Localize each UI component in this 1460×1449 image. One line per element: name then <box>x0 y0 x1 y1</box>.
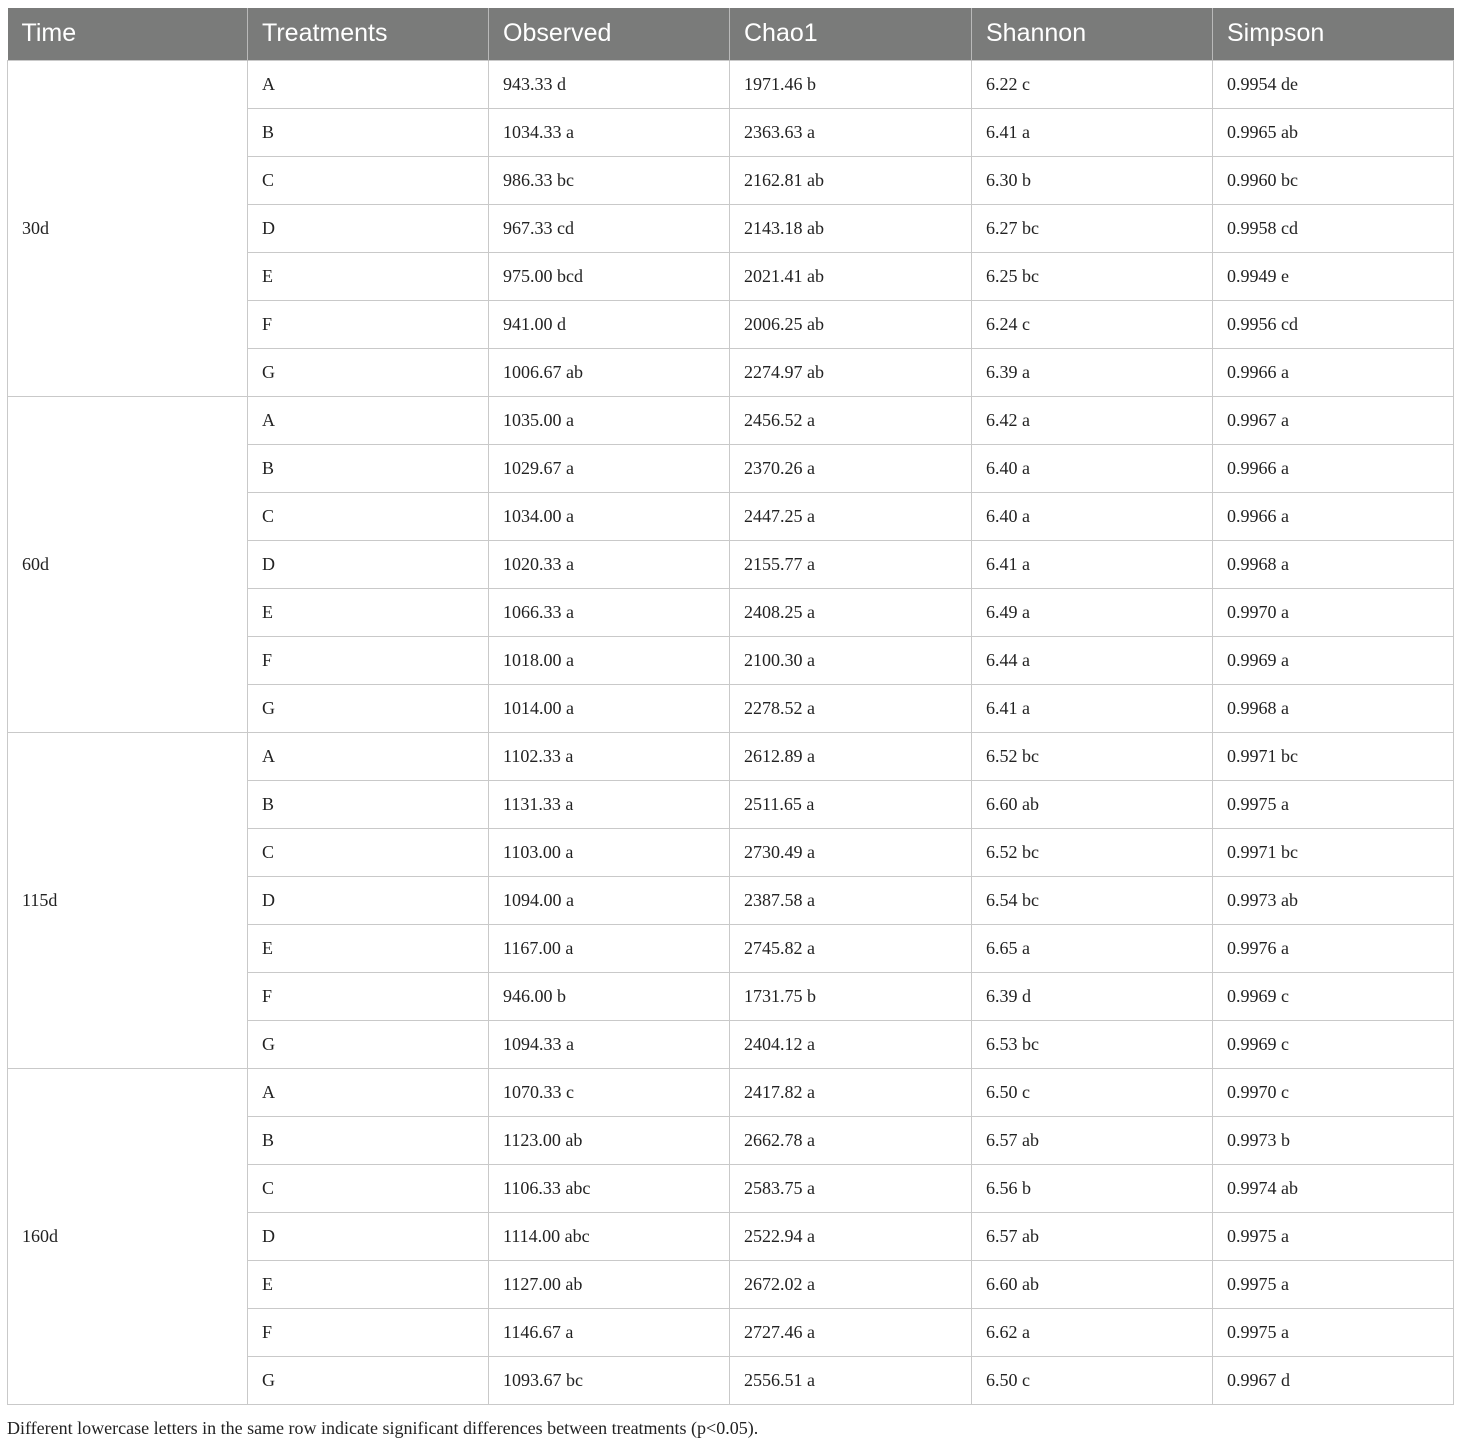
header-chao1: Chao1 <box>730 8 972 60</box>
chao1-cell: 2447.25 a <box>730 492 972 540</box>
shannon-cell: 6.53 bc <box>972 1020 1213 1068</box>
observed-cell: 941.00 d <box>489 300 730 348</box>
shannon-cell: 6.57 ab <box>972 1116 1213 1164</box>
treatment-cell: E <box>248 924 489 972</box>
chao1-cell: 2370.26 a <box>730 444 972 492</box>
diversity-table <box>7 8 1454 1405</box>
treatment-cell: A <box>248 396 489 444</box>
simpson-cell: 0.9976 a <box>1213 924 1454 972</box>
simpson-cell: 0.9966 a <box>1213 492 1454 540</box>
observed-cell: 1029.67 a <box>489 444 730 492</box>
diversity-table-container <box>7 8 1453 1405</box>
treatment-cell: D <box>248 876 489 924</box>
chao1-cell: 2404.12 a <box>730 1020 972 1068</box>
shannon-cell: 6.24 c <box>972 300 1213 348</box>
shannon-cell: 6.41 a <box>972 684 1213 732</box>
observed-cell: 1146.67 a <box>489 1308 730 1356</box>
simpson-cell: 0.9971 bc <box>1213 732 1454 780</box>
observed-cell: 943.33 d <box>489 60 730 108</box>
chao1-cell: 2612.89 a <box>730 732 972 780</box>
table-footnote: Different lowercase letters in the same row indicate significant differences between treatments (p<0.05). <box>7 1418 759 1438</box>
simpson-cell: 0.9967 d <box>1213 1356 1454 1404</box>
treatment-cell: D <box>248 1212 489 1260</box>
chao1-cell: 2155.77 a <box>730 540 972 588</box>
treatment-cell: D <box>248 204 489 252</box>
shannon-cell: 6.50 c <box>972 1356 1213 1404</box>
treatment-cell: B <box>248 444 489 492</box>
simpson-cell: 0.9971 bc <box>1213 828 1454 876</box>
observed-cell: 1034.00 a <box>489 492 730 540</box>
treatment-cell: C <box>248 156 489 204</box>
header-shannon: Shannon <box>972 8 1213 60</box>
treatment-cell: G <box>248 1020 489 1068</box>
treatment-cell: B <box>248 780 489 828</box>
chao1-cell: 2387.58 a <box>730 876 972 924</box>
chao1-cell: 1731.75 b <box>730 972 972 1020</box>
observed-cell: 967.33 cd <box>489 204 730 252</box>
chao1-cell: 2456.52 a <box>730 396 972 444</box>
observed-cell: 1034.33 a <box>489 108 730 156</box>
simpson-cell: 0.9966 a <box>1213 444 1454 492</box>
simpson-cell: 0.9958 cd <box>1213 204 1454 252</box>
table-row <box>8 1068 1454 1116</box>
shannon-cell: 6.52 bc <box>972 828 1213 876</box>
shannon-cell: 6.25 bc <box>972 252 1213 300</box>
shannon-cell: 6.65 a <box>972 924 1213 972</box>
chao1-cell: 2522.94 a <box>730 1212 972 1260</box>
observed-cell: 1020.33 a <box>489 540 730 588</box>
time-cell: 160d <box>8 1068 248 1404</box>
simpson-cell: 0.9968 a <box>1213 540 1454 588</box>
observed-cell: 1167.00 a <box>489 924 730 972</box>
shannon-cell: 6.44 a <box>972 636 1213 684</box>
chao1-cell: 2143.18 ab <box>730 204 972 252</box>
observed-cell: 1094.33 a <box>489 1020 730 1068</box>
shannon-cell: 6.40 a <box>972 444 1213 492</box>
treatment-cell: C <box>248 492 489 540</box>
observed-cell: 1018.00 a <box>489 636 730 684</box>
shannon-cell: 6.54 bc <box>972 876 1213 924</box>
observed-cell: 1070.33 c <box>489 1068 730 1116</box>
observed-cell: 1123.00 ab <box>489 1116 730 1164</box>
chao1-cell: 2727.46 a <box>730 1308 972 1356</box>
chao1-cell: 2278.52 a <box>730 684 972 732</box>
table-row <box>8 60 1454 108</box>
treatment-cell: F <box>248 636 489 684</box>
observed-cell: 1102.33 a <box>489 732 730 780</box>
chao1-cell: 2417.82 a <box>730 1068 972 1116</box>
treatment-cell: E <box>248 1260 489 1308</box>
shannon-cell: 6.42 a <box>972 396 1213 444</box>
shannon-cell: 6.52 bc <box>972 732 1213 780</box>
chao1-cell: 2408.25 a <box>730 588 972 636</box>
treatment-cell: C <box>248 1164 489 1212</box>
shannon-cell: 6.62 a <box>972 1308 1213 1356</box>
treatment-cell: A <box>248 1068 489 1116</box>
treatment-cell: A <box>248 732 489 780</box>
observed-cell: 975.00 bcd <box>489 252 730 300</box>
observed-cell: 1114.00 abc <box>489 1212 730 1260</box>
header-row <box>8 8 1454 60</box>
shannon-cell: 6.39 d <box>972 972 1213 1020</box>
observed-cell: 1103.00 a <box>489 828 730 876</box>
treatment-cell: G <box>248 684 489 732</box>
chao1-cell: 2363.63 a <box>730 108 972 156</box>
table-body <box>8 60 1454 1404</box>
chao1-cell: 2511.65 a <box>730 780 972 828</box>
chao1-cell: 2274.97 ab <box>730 348 972 396</box>
chao1-cell: 2006.25 ab <box>730 300 972 348</box>
treatment-cell: B <box>248 1116 489 1164</box>
observed-cell: 1094.00 a <box>489 876 730 924</box>
simpson-cell: 0.9949 e <box>1213 252 1454 300</box>
simpson-cell: 0.9969 c <box>1213 972 1454 1020</box>
observed-cell: 1131.33 a <box>489 780 730 828</box>
chao1-cell: 2556.51 a <box>730 1356 972 1404</box>
simpson-cell: 0.9956 cd <box>1213 300 1454 348</box>
shannon-cell: 6.56 b <box>972 1164 1213 1212</box>
observed-cell: 1035.00 a <box>489 396 730 444</box>
simpson-cell: 0.9967 a <box>1213 396 1454 444</box>
chao1-cell: 2662.78 a <box>730 1116 972 1164</box>
simpson-cell: 0.9969 a <box>1213 636 1454 684</box>
shannon-cell: 6.49 a <box>972 588 1213 636</box>
shannon-cell: 6.30 b <box>972 156 1213 204</box>
shannon-cell: 6.39 a <box>972 348 1213 396</box>
header-treatments: Treatments <box>248 8 489 60</box>
shannon-cell: 6.41 a <box>972 540 1213 588</box>
treatment-cell: F <box>248 972 489 1020</box>
chao1-cell: 2672.02 a <box>730 1260 972 1308</box>
header-simpson: Simpson <box>1213 8 1454 60</box>
treatment-cell: F <box>248 300 489 348</box>
observed-cell: 1093.67 bc <box>489 1356 730 1404</box>
simpson-cell: 0.9970 c <box>1213 1068 1454 1116</box>
treatment-cell: D <box>248 540 489 588</box>
observed-cell: 1127.00 ab <box>489 1260 730 1308</box>
time-cell: 30d <box>8 60 248 396</box>
simpson-cell: 0.9954 de <box>1213 60 1454 108</box>
treatment-cell: B <box>248 108 489 156</box>
table-row <box>8 396 1454 444</box>
treatment-cell: G <box>248 1356 489 1404</box>
time-cell: 115d <box>8 732 248 1068</box>
simpson-cell: 0.9965 ab <box>1213 108 1454 156</box>
simpson-cell: 0.9974 ab <box>1213 1164 1454 1212</box>
simpson-cell: 0.9968 a <box>1213 684 1454 732</box>
simpson-cell: 0.9966 a <box>1213 348 1454 396</box>
observed-cell: 1106.33 abc <box>489 1164 730 1212</box>
table-row <box>8 732 1454 780</box>
shannon-cell: 6.50 c <box>972 1068 1213 1116</box>
shannon-cell: 6.27 bc <box>972 204 1213 252</box>
observed-cell: 946.00 b <box>489 972 730 1020</box>
chao1-cell: 2745.82 a <box>730 924 972 972</box>
treatment-cell: A <box>248 60 489 108</box>
shannon-cell: 6.40 a <box>972 492 1213 540</box>
chao1-cell: 1971.46 b <box>730 60 972 108</box>
simpson-cell: 0.9969 c <box>1213 1020 1454 1068</box>
chao1-cell: 2100.30 a <box>730 636 972 684</box>
simpson-cell: 0.9970 a <box>1213 588 1454 636</box>
observed-cell: 986.33 bc <box>489 156 730 204</box>
shannon-cell: 6.60 ab <box>972 780 1213 828</box>
shannon-cell: 6.57 ab <box>972 1212 1213 1260</box>
simpson-cell: 0.9975 a <box>1213 1260 1454 1308</box>
treatment-cell: E <box>248 588 489 636</box>
treatment-cell: G <box>248 348 489 396</box>
header-observed: Observed <box>489 8 730 60</box>
treatment-cell: F <box>248 1308 489 1356</box>
time-cell: 60d <box>8 396 248 732</box>
chao1-cell: 2162.81 ab <box>730 156 972 204</box>
simpson-cell: 0.9975 a <box>1213 780 1454 828</box>
simpson-cell: 0.9973 b <box>1213 1116 1454 1164</box>
header-time: Time <box>8 8 248 60</box>
treatment-cell: E <box>248 252 489 300</box>
observed-cell: 1014.00 a <box>489 684 730 732</box>
simpson-cell: 0.9975 a <box>1213 1308 1454 1356</box>
simpson-cell: 0.9960 bc <box>1213 156 1454 204</box>
shannon-cell: 6.41 a <box>972 108 1213 156</box>
chao1-cell: 2021.41 ab <box>730 252 972 300</box>
shannon-cell: 6.60 ab <box>972 1260 1213 1308</box>
chao1-cell: 2730.49 a <box>730 828 972 876</box>
simpson-cell: 0.9973 ab <box>1213 876 1454 924</box>
observed-cell: 1006.67 ab <box>489 348 730 396</box>
simpson-cell: 0.9975 a <box>1213 1212 1454 1260</box>
observed-cell: 1066.33 a <box>489 588 730 636</box>
chao1-cell: 2583.75 a <box>730 1164 972 1212</box>
treatment-cell: C <box>248 828 489 876</box>
shannon-cell: 6.22 c <box>972 60 1213 108</box>
